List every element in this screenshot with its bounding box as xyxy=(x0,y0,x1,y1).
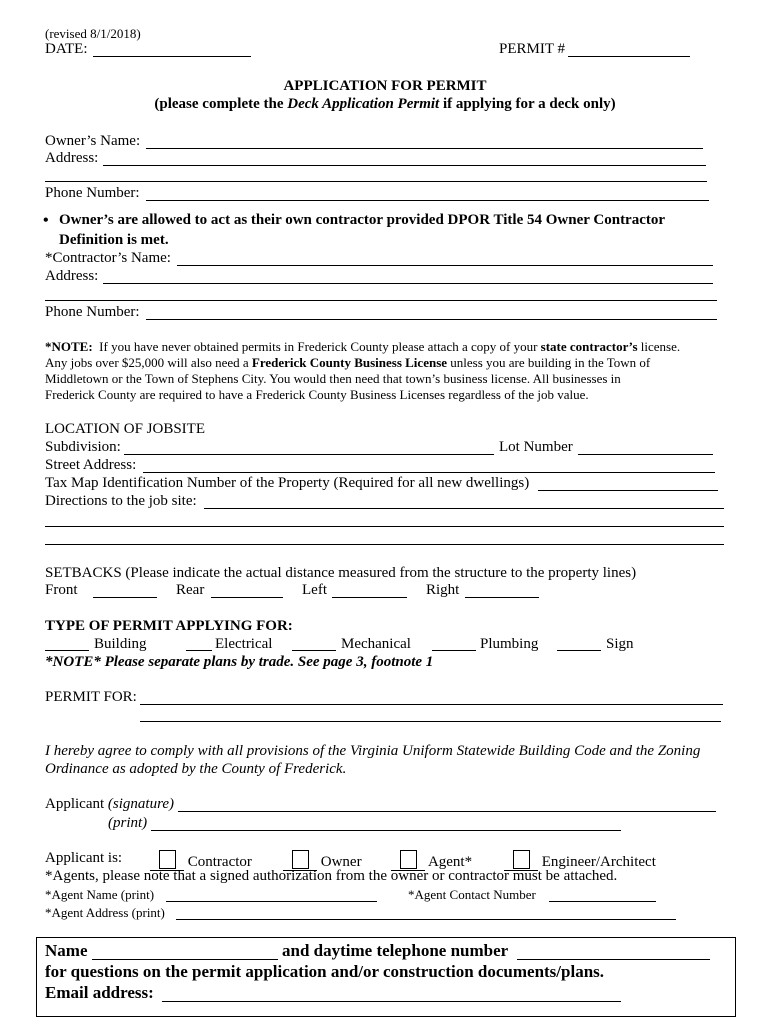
owner-name-field[interactable] xyxy=(146,148,703,149)
owner-address-field-line2[interactable] xyxy=(45,181,707,182)
contractor-address-field[interactable] xyxy=(103,283,713,284)
revision-date: (revised 8/1/2018) xyxy=(45,26,141,41)
signature-label: (signature) xyxy=(107,796,175,812)
street-address-field[interactable] xyxy=(143,472,715,473)
contact-phone-label: and daytime telephone number xyxy=(282,941,509,960)
plumbing-blank[interactable] xyxy=(432,650,476,651)
permit-type-mechanical: Mechanical xyxy=(341,636,411,652)
form-title: APPLICATION FOR PERMIT xyxy=(283,78,487,94)
applicant-signature-label xyxy=(45,796,174,813)
setback-left-label: Left xyxy=(302,582,327,598)
tax-map-label: Tax Map Identification Number of the Property (Required for all new dwellings) xyxy=(45,475,530,491)
applicant-is-label: Applicant is: xyxy=(45,850,123,866)
sign-blank[interactable] xyxy=(557,650,601,651)
subtitle-prefix: (please complete the xyxy=(154,96,284,112)
permit-for-field-line2[interactable] xyxy=(140,721,721,722)
jobsite-heading: LOCATION OF JOBSITE xyxy=(45,421,206,437)
separate-plans-note: *NOTE* Please separate plans by trade. See page 3, footnote 1 xyxy=(45,654,434,670)
subdivision-field[interactable] xyxy=(124,454,494,455)
building-blank[interactable] xyxy=(45,650,89,651)
contractor-phone-field[interactable] xyxy=(146,319,717,320)
contact-purpose-text: for questions on the permit application and/or construction documents/plans. xyxy=(45,962,605,981)
applicant-print-field[interactable] xyxy=(151,830,621,831)
note-text: license. xyxy=(640,339,681,354)
agent-contact-field[interactable] xyxy=(549,901,656,902)
license-note-line2 xyxy=(45,355,650,371)
owner-contractor-notice-line2: Definition is met. xyxy=(59,232,169,248)
agent-address-label: *Agent Address (print) xyxy=(45,905,165,920)
permit-number-field[interactable] xyxy=(568,56,690,57)
note-text: Any jobs over $25,000 will also need a xyxy=(45,355,249,370)
setback-right-field[interactable] xyxy=(465,597,539,598)
note-text: If you have never obtained permits in Frederick County please attach a copy of your xyxy=(99,339,538,354)
mechanical-blank[interactable] xyxy=(292,650,336,651)
setback-right-label: Right xyxy=(426,582,460,598)
agent-name-field[interactable] xyxy=(166,901,377,902)
owner-phone-label: Phone Number: xyxy=(45,185,140,201)
lot-number-label: Lot Number xyxy=(499,439,573,455)
agent-name-label: *Agent Name (print) xyxy=(45,887,155,902)
agent-authorization-note: *Agents, please note that a signed authorization from the owner or contractor must be attached. xyxy=(45,868,618,884)
setback-rear-label: Rear xyxy=(176,582,205,598)
setback-front-field[interactable] xyxy=(93,597,157,598)
date-label: DATE: xyxy=(45,41,88,57)
owner-address-label: Address: xyxy=(45,150,99,166)
directions-label: Directions to the job site: xyxy=(45,493,197,509)
form-subtitle xyxy=(0,96,770,113)
contractor-address-field-line2[interactable] xyxy=(45,300,717,301)
license-note-line1 xyxy=(45,339,680,355)
subtitle-suffix: if applying for a deck only) xyxy=(442,96,616,112)
permit-type-sign: Sign xyxy=(606,636,634,652)
owner-address-field[interactable] xyxy=(103,165,706,166)
note-text: unless you are building in the Town of xyxy=(450,355,651,370)
permit-type-building: Building xyxy=(94,636,147,652)
contractor-name-field[interactable] xyxy=(177,265,713,266)
business-license-text: Frederick County Business License xyxy=(251,355,448,370)
setback-left-field[interactable] xyxy=(332,597,407,598)
permit-type-electrical: Electrical xyxy=(215,636,273,652)
owner-name-label: Owner’s Name: xyxy=(45,133,141,149)
owner-phone-field[interactable] xyxy=(146,200,709,201)
contractor-name-label: *Contractor’s Name: xyxy=(45,250,171,266)
applicant-label: Applicant xyxy=(45,796,105,812)
role-contractor-label: Contractor xyxy=(187,854,252,870)
setback-front-label: Front xyxy=(45,582,78,598)
agent-address-field[interactable] xyxy=(176,919,676,920)
directions-field[interactable] xyxy=(204,508,724,509)
role-agent-label: Agent* xyxy=(427,854,473,870)
contractor-address-label: Address: xyxy=(45,268,99,284)
agent-contact-label: *Agent Contact Number xyxy=(408,887,536,902)
contractor-phone-label: Phone Number: xyxy=(45,304,140,320)
directions-field-line2[interactable] xyxy=(45,526,724,527)
tax-map-field[interactable] xyxy=(538,490,718,491)
applicant-signature-field[interactable] xyxy=(178,811,716,812)
subdivision-label: Subdivision: xyxy=(45,439,121,455)
permit-for-label: PERMIT FOR: xyxy=(45,689,137,705)
contact-email-field[interactable] xyxy=(162,1001,621,1002)
owner-contractor-notice-line1: Owner’s are allowed to act as their own contractor provided DPOR Title 54 Owner Contractor xyxy=(59,212,666,228)
license-note-line4: Frederick County are required to have a Frederick County Business Licenses regardless of the job value. xyxy=(45,387,589,402)
agreement-line2: Ordinance as adopted by the County of Frederick. xyxy=(45,761,347,777)
setbacks-heading: SETBACKS (Please indicate the actual distance measured from the structure to the property lines) xyxy=(45,565,637,581)
license-note-line3: Middletown or the Town of Stephens City. You would then need that town’s business license. All businesses in xyxy=(45,371,621,386)
bullet-icon: • xyxy=(43,212,49,229)
contact-phone-field[interactable] xyxy=(517,959,710,960)
contact-name-field[interactable] xyxy=(92,959,278,960)
permit-number-label: PERMIT # xyxy=(499,41,565,57)
note-lead: *NOTE: xyxy=(45,339,93,354)
permit-type-plumbing: Plumbing xyxy=(480,636,539,652)
role-owner-label: Owner xyxy=(320,854,362,870)
state-contractor-text: state contractor’s xyxy=(540,339,638,354)
permit-for-field[interactable] xyxy=(140,704,723,705)
applicant-print-label: (print) xyxy=(108,815,148,831)
electrical-blank[interactable] xyxy=(186,650,212,651)
contact-email-label: Email address: xyxy=(45,983,154,1002)
role-engineer-label: Engineer/Architect xyxy=(541,854,656,870)
agreement-line1: I hereby agree to comply with all provisions of the Virginia Uniform Statewide Building Code and the Zoning xyxy=(45,743,701,759)
lot-number-field[interactable] xyxy=(578,454,713,455)
deck-application-permit-text: Deck Application Permit xyxy=(287,96,440,112)
permit-type-heading: TYPE OF PERMIT APPLYING FOR: xyxy=(45,618,293,634)
contact-name-label: Name xyxy=(45,941,88,960)
directions-field-line3[interactable] xyxy=(45,544,724,545)
setback-rear-field[interactable] xyxy=(211,597,283,598)
street-address-label: Street Address: xyxy=(45,457,137,473)
date-field[interactable] xyxy=(93,56,251,57)
